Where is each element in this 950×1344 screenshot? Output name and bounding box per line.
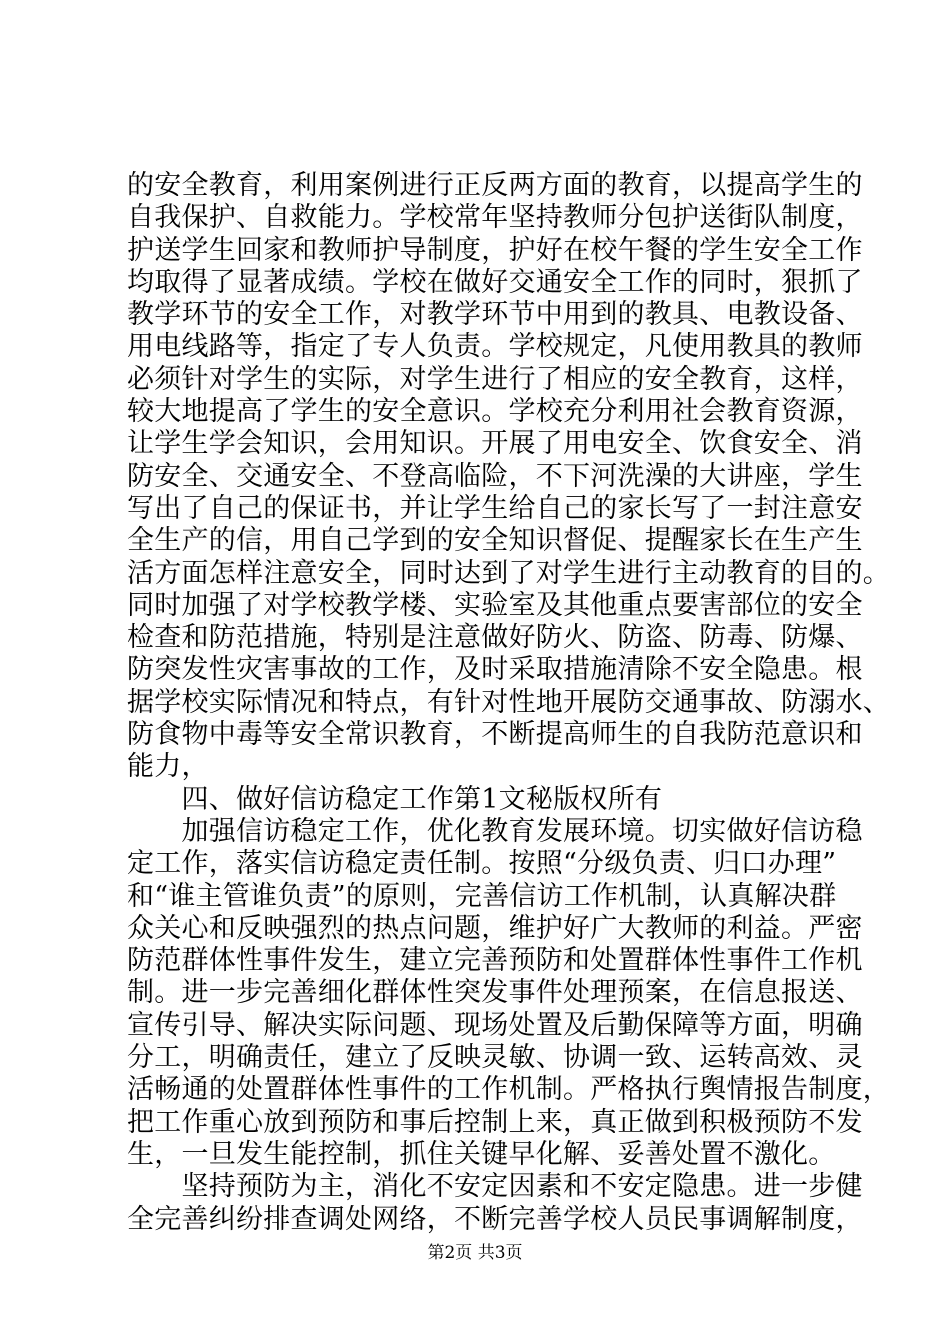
text-line: 防安全、交通安全、不登高临险，不下河洗澡的大讲座，学生: [127, 460, 863, 492]
text-line: 众关心和反映强烈的热点问题，维护好广大教师的利益。严密: [127, 912, 863, 944]
page-number: 第2页 共3页: [427, 1243, 523, 1263]
text-line: 全完善纠纷排查调处网络，不断完善学校人员民事调解制度，: [127, 1203, 863, 1235]
text-line: 据学校实际情况和特点，有针对性地开展防交通事故、防溺水、: [127, 686, 890, 718]
text-line: 和“谁主管谁负责”的原则，完善信访工作机制，认真解决群: [127, 880, 837, 912]
text-line: 写出了自己的保证书，并让学生给自己的家长写了一封注意安: [127, 492, 863, 524]
document-body: [127, 170, 890, 1236]
text-line: 能力，: [127, 751, 209, 783]
text-line: 检查和防范措施，特别是注意做好防火、防盗、防毒、防爆、: [127, 622, 863, 654]
text-line: 把工作重心放到预防和事后控制上来，真正做到积极预防不发: [127, 1106, 863, 1138]
text-line: 制。进一步完善细化群体性突发事件处理预案，在信息报送、: [127, 977, 863, 1009]
text-line: 均取得了显著成绩。学校在做好交通安全工作的同时，狠抓了: [127, 266, 863, 298]
text-line: 防突发性灾害事故的工作，及时采取措施清除不安全隐患。根: [127, 654, 863, 686]
text-line: 宣传引导、解决实际问题、现场处置及后勤保障等方面，明确: [127, 1009, 863, 1041]
text-line: 定工作，落实信访稳定责任制。按照“分级负责、归口办理”: [127, 848, 837, 880]
text-line: 用电线路等，指定了专人负责。学校规定，凡使用教具的教师: [127, 331, 863, 363]
text-line: 生，一旦发生能控制，抓住关键早化解、妥善处置不激化。: [127, 1138, 836, 1170]
text-line: 护送学生回家和教师护导制度，护好在校午餐的学生安全工作: [127, 234, 863, 266]
text-line: 较大地提高了学生的安全意识。学校充分利用社会教育资源，: [127, 396, 863, 428]
text-line: 全生产的信，用自己学到的安全知识督促、提醒家长在生产生: [127, 525, 863, 557]
section-heading: 四、做好信访稳定工作第1文秘版权所有: [127, 783, 663, 815]
text-line: 的安全教育，利用案例进行正反两方面的教育，以提高学生的: [127, 170, 863, 201]
text-line: 活方面怎样注意安全，同时达到了对学生进行主动教育的目的。: [127, 557, 890, 589]
text-line: 坚持预防为主，消化不安定因素和不安定隐患。进一步健: [127, 1171, 863, 1203]
text-line: 教学环节的安全工作，对教学环节中用到的教具、电教设备、: [127, 299, 863, 331]
text-line: 必须针对学生的实际，对学生进行了相应的安全教育，这样，: [127, 363, 863, 395]
text-line: 防范群体性事件发生，建立完善预防和处置群体性事件工作机: [127, 945, 863, 977]
text-line: 防食物中毒等安全常识教育，不断提高师生的自我防范意识和: [127, 719, 863, 751]
text-line: 分工，明确责任，建立了反映灵敏、协调一致、运转高效、灵: [127, 1042, 863, 1074]
text-line: 活畅通的处置群体性事件的工作机制。严格执行舆情报告制度，: [127, 1074, 890, 1106]
text-line: 让学生学会知识，会用知识。开展了用电安全、饮食安全、消: [127, 428, 863, 460]
text-line: 同时加强了对学校教学楼、实验室及其他重点要害部位的安全: [127, 589, 863, 621]
text-line: 加强信访稳定工作，优化教育发展环境。切实做好信访稳: [127, 815, 863, 847]
text-line: 自我保护、自救能力。学校常年坚持教师分包护送街队制度，: [127, 202, 863, 234]
